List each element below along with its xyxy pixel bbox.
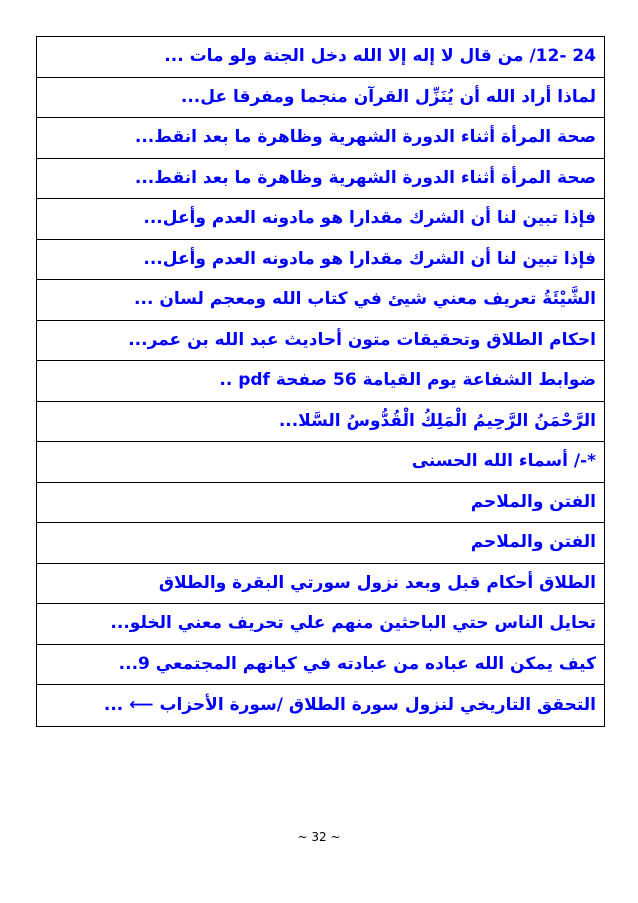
toc-link[interactable]: تحايل الناس حتي الباحثين منهم علي تحريف معني الخلو... [110,613,596,634]
toc-link[interactable]: فإذا تبين لنا أن الشرك مقدارا هو مادونه العدم وأعل... [143,208,596,229]
toc-table [36,36,605,727]
toc-link[interactable]: صحة المرأة أثناء الدورة الشهرية وظاهرة ما بعد انقط... [134,127,596,148]
toc-link[interactable]: احكام الطلاق وتحقيقات متون أحاديث عبد الله بن عمر... [128,329,596,350]
toc-link[interactable]: الفتن والملاحم [470,532,596,553]
toc-row[interactable] [37,159,604,200]
toc-row[interactable] [37,199,604,240]
toc-link[interactable]: الشَّيْئَةُ تعريف معني شيئ في كتاب الله ومعجم لسان ... [134,289,596,310]
page-number: ~ 32 ~ [297,830,341,844]
toc-row[interactable] [37,523,604,564]
toc-row[interactable] [37,604,604,645]
toc-row[interactable] [37,564,604,605]
toc-row[interactable] [37,402,604,443]
toc-link[interactable]: فإذا تبين لنا أن الشرك مقدارا هو مادونه العدم وأعل... [143,248,596,269]
toc-row[interactable] [37,483,604,524]
toc-link[interactable]: 24 -12/ من قال لا إله إلا الله دخل الجنة ولو مات ... [164,46,596,67]
toc-row[interactable] [37,321,604,362]
toc-row[interactable] [37,78,604,119]
toc-link[interactable]: ضوابط الشفاعة يوم القيامة 56 صفحة pdf .. [219,370,596,391]
toc-row[interactable] [37,118,604,159]
toc-row[interactable] [37,442,604,483]
toc-link[interactable]: الرَّحْمَنُ الرَّحِيمُ الْمَلِكُ الْقُدُّوسُ السَّلا... [278,410,596,431]
toc-link[interactable]: كيف يمكن الله عباده من عبادته في كيانهم المجتمعي 9... [118,653,596,674]
toc-row[interactable] [37,361,604,402]
toc-link[interactable]: لماذا أراد الله أن يُنَزِّل القرآن منجما ومفرقا عل... [180,86,596,107]
toc-link[interactable]: *-/ أسماء الله الحسنى [411,451,596,472]
toc-link[interactable]: الفتن والملاحم [470,491,596,512]
toc-row[interactable] [37,645,604,686]
toc-row[interactable] [37,37,604,78]
toc-row[interactable] [37,240,604,281]
toc-link[interactable]: التحقق التاريخي لنزول سورة الطلاق /سورة الأحزاب ⟵ ... [103,694,596,715]
toc-row[interactable] [37,685,604,726]
toc-link[interactable]: صحة المرأة أثناء الدورة الشهرية وظاهرة ما بعد انقط... [134,167,596,188]
toc-row[interactable] [37,280,604,321]
toc-link[interactable]: الطلاق أحكام قبل وبعد نزول سورتي البقرة والطلاق [158,572,596,593]
